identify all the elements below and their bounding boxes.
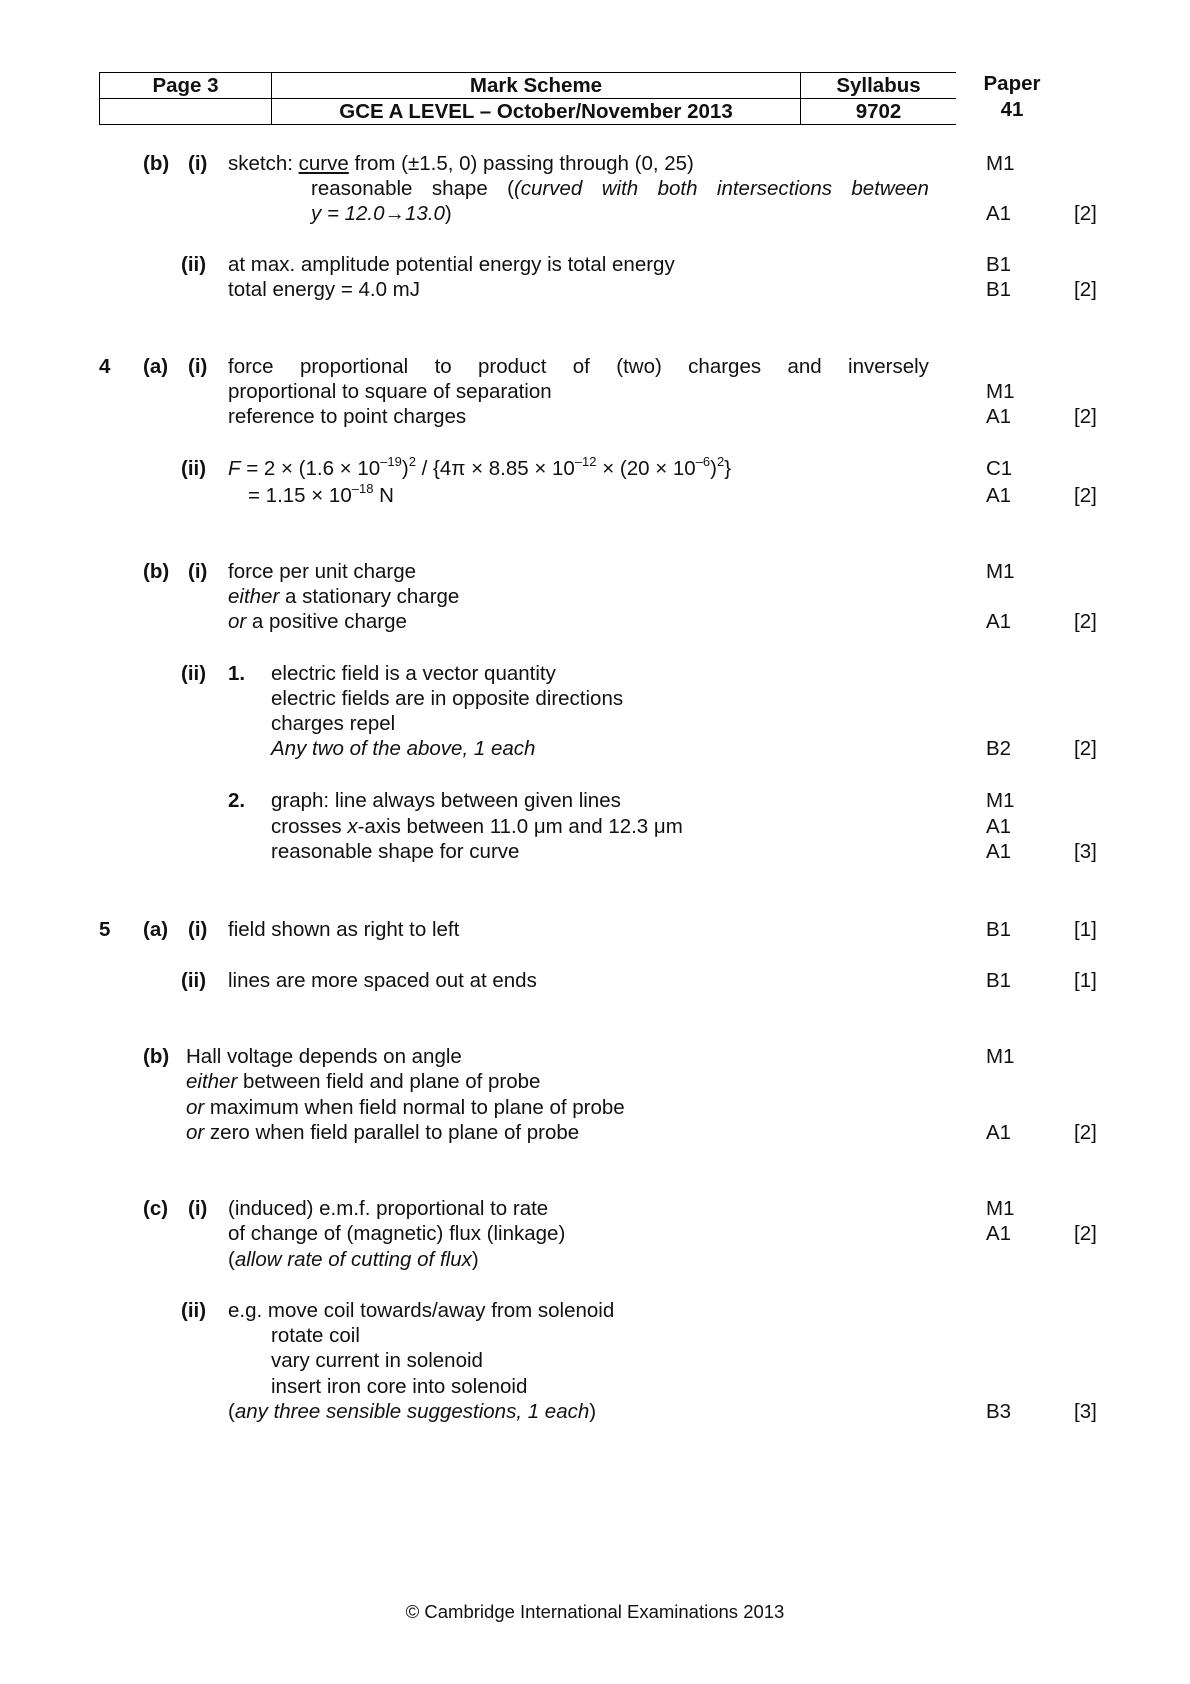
total-marks: [2] xyxy=(1074,278,1097,301)
mark: B1 xyxy=(986,278,1012,301)
mark: B1 xyxy=(986,253,1012,276)
q5aii-text: lines are more spaced out at ends xyxy=(228,969,537,992)
total-marks: [1] xyxy=(1074,969,1097,992)
q3bi-line2: reasonable shape ((curved with both intersections between xyxy=(311,177,929,200)
q5cii-line2: rotate coil xyxy=(271,1324,360,1347)
q4bii1-line3: charges repel xyxy=(271,712,396,735)
total-marks: [2] xyxy=(1074,202,1097,225)
header-paper-number: 41 xyxy=(1000,98,1024,121)
q4bii2-line1: graph: line always between given lines xyxy=(271,789,621,812)
q5cii-num: (ii) xyxy=(181,1299,207,1322)
q3bi-line1: sketch: curve from (±1.5, 0) passing through (0, 25) xyxy=(228,152,694,175)
q4bii1-line4: Any two of the above, 1 each xyxy=(271,737,536,760)
q4aii-num: (ii) xyxy=(181,457,207,480)
mark: A1 xyxy=(986,610,1012,633)
mark: B2 xyxy=(986,737,1012,760)
header-table xyxy=(99,72,956,125)
q4bii1-num: 1. xyxy=(228,662,246,685)
total-marks: [2] xyxy=(1074,405,1097,428)
mark: A1 xyxy=(986,815,1012,838)
q4bi-line2: either a stationary charge xyxy=(228,585,460,608)
q3bii-line1: at max. amplitude potential energy is total energy xyxy=(228,253,675,276)
q5c-part: (c) xyxy=(143,1197,169,1220)
q3bi-line3: y = 12.0→13.0) xyxy=(311,202,452,225)
total-marks: [2] xyxy=(1074,1222,1097,1245)
mark: B3 xyxy=(986,1400,1012,1423)
mark: A1 xyxy=(986,484,1012,507)
q4-num: 4 xyxy=(99,355,111,378)
total-marks: [2] xyxy=(1074,737,1097,760)
q4bi-line3: or a positive charge xyxy=(228,610,407,633)
q5b-line1: Hall voltage depends on angle xyxy=(186,1045,462,1068)
mark: A1 xyxy=(986,1121,1012,1144)
q5aii-num: (ii) xyxy=(181,969,207,992)
q4bii2-line3: reasonable shape for curve xyxy=(271,840,520,863)
total-marks: [1] xyxy=(1074,918,1097,941)
header-paper-label: Paper xyxy=(983,72,1041,95)
mark: B1 xyxy=(986,969,1012,992)
q3b-part: (b) xyxy=(143,152,170,175)
header-subtitle: GCE A LEVEL – October/November 2013 xyxy=(272,99,801,125)
mark: B1 xyxy=(986,918,1012,941)
q4ai-line1: force proportional to product of (two) charges and inversely xyxy=(228,355,929,378)
q4bii2-num: 2. xyxy=(228,789,246,812)
q5b-part: (b) xyxy=(143,1045,170,1068)
q4ai-line2: proportional to square of separation xyxy=(228,380,552,403)
mark: A1 xyxy=(986,840,1012,863)
q4aii-line1: $F = 2 \times (1.6 \times 10^{-19})^2 / \{4\pi \times 8.85 \times 10^{-12} \times (20 \times 10^{-6})^2\}$ xyxy=(228,454,732,480)
q5a-part: (a) xyxy=(143,918,169,941)
q5cii-line4: insert iron core into solenoid xyxy=(271,1375,528,1398)
q5b-line4: or zero when field parallel to plane of probe xyxy=(186,1121,580,1144)
header-page: Page 3 xyxy=(100,73,272,99)
q4b-part: (b) xyxy=(143,560,170,583)
q4aii-line2: = $1.15 \times 10^{-18}$ N xyxy=(248,481,394,507)
q5ci-num: (i) xyxy=(188,1197,208,1220)
mark: M1 xyxy=(986,560,1015,583)
mark: A1 xyxy=(986,405,1012,428)
q5ai-text: field shown as right to left xyxy=(228,918,460,941)
q4ai-line3: reference to point charges xyxy=(228,405,467,428)
q4a-part: (a) xyxy=(143,355,169,378)
mark: C1 xyxy=(986,457,1013,480)
total-marks: [3] xyxy=(1074,840,1097,863)
q5b-line2: either between field and plane of probe xyxy=(186,1070,541,1093)
q3bi-num: (i) xyxy=(188,152,208,175)
q4bii1-line1: electric field is a vector quantity xyxy=(271,662,556,685)
mark: M1 xyxy=(986,1197,1015,1220)
header-syllabus-code: 9702 xyxy=(801,99,957,125)
q4bii-num: (ii) xyxy=(181,662,207,685)
header-page-blank xyxy=(100,99,272,125)
q3bii-num: (ii) xyxy=(181,253,207,276)
q4bii2-line2: crosses x-axis between 11.0 μm and 12.3 μm xyxy=(271,815,683,838)
total-marks: [2] xyxy=(1074,1121,1097,1144)
q5cii-line3: vary current in solenoid xyxy=(271,1349,483,1372)
q5b-line3: or maximum when field normal to plane of probe xyxy=(186,1096,625,1119)
q5ci-line1: (induced) e.m.f. proportional to rate xyxy=(228,1197,549,1220)
total-marks: [2] xyxy=(1074,484,1097,507)
q4ai-num: (i) xyxy=(188,355,208,378)
mark: M1 xyxy=(986,789,1015,812)
q5cii-line1: e.g. move coil towards/away from solenoid xyxy=(228,1299,615,1322)
total-marks: [3] xyxy=(1074,1400,1097,1423)
mark: A1 xyxy=(986,202,1012,225)
mark: M1 xyxy=(986,380,1015,403)
q5-num: 5 xyxy=(99,918,111,941)
total-marks: [2] xyxy=(1074,610,1097,633)
q4bi-num: (i) xyxy=(188,560,208,583)
mark: M1 xyxy=(986,1045,1015,1068)
q5ci-line2: of change of (magnetic) flux (linkage) xyxy=(228,1222,566,1245)
mark: M1 xyxy=(986,152,1015,175)
q4bi-line1: force per unit charge xyxy=(228,560,417,583)
q5ci-line3: (allow rate of cutting of flux) xyxy=(228,1248,479,1271)
header-title: Mark Scheme xyxy=(272,73,801,99)
q5cii-line5: (any three sensible suggestions, 1 each) xyxy=(228,1400,597,1423)
q5ai-num: (i) xyxy=(188,918,208,941)
q4bii1-line2: electric fields are in opposite directions xyxy=(271,687,624,710)
header-syllabus-label: Syllabus xyxy=(801,73,957,99)
footer-copyright: © Cambridge International Examinations 2013 xyxy=(405,1601,785,1622)
mark: A1 xyxy=(986,1222,1012,1245)
q3bii-line2: total energy = 4.0 mJ xyxy=(228,278,421,301)
